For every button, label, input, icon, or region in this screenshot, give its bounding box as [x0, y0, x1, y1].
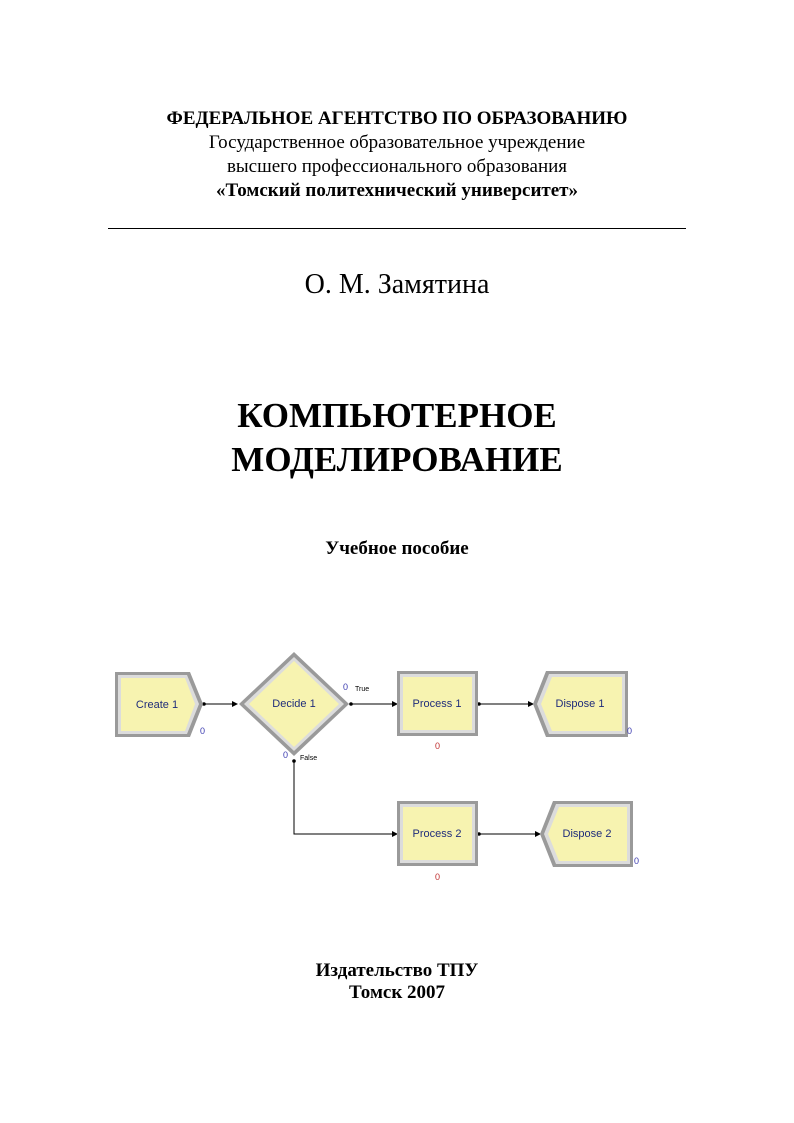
decide-module[interactable] — [239, 652, 349, 756]
book-title-line1: КОМПЬЮТЕРНОЕ — [237, 396, 557, 435]
dispose2-counter: 0 — [634, 856, 640, 866]
process2-module[interactable] — [397, 801, 478, 866]
process1-label: Process 1 — [412, 698, 462, 710]
dispose2-module[interactable] — [540, 801, 633, 867]
connectors — [202, 702, 540, 836]
create-counter: 0 — [200, 726, 206, 736]
process2-counter: 0 — [435, 872, 441, 882]
true-branch-label: True — [355, 686, 370, 693]
city-year: Томск 2007 — [348, 982, 446, 1003]
dispose1-module[interactable] — [533, 671, 628, 737]
university-name: «Томский политехнический университет» — [215, 180, 579, 201]
education-level: высшего профессионального образования — [226, 156, 568, 177]
process1-module[interactable] — [397, 671, 478, 736]
decide-label: Decide 1 — [272, 698, 316, 710]
dispose1-label: Dispose 1 — [555, 698, 605, 710]
decide-false-counter: 0 — [283, 750, 289, 760]
publisher: Издательство ТПУ — [315, 960, 479, 981]
process2-label: Process 2 — [412, 828, 462, 840]
agency-name: ФЕДЕРАЛЬНОЕ АГЕНТСТВО ПО ОБРАЗОВАНИЮ — [166, 108, 628, 129]
false-branch-label: False — [300, 755, 318, 762]
decide-true-counter: 0 — [343, 682, 349, 692]
connector-decide-process2 — [294, 760, 397, 834]
process1-counter: 0 — [435, 741, 441, 751]
create-module[interactable] — [115, 672, 206, 737]
dispose2-label: Dispose 2 — [562, 828, 612, 840]
author-name: О. М. Замятина — [304, 269, 490, 300]
dispose1-counter: 0 — [627, 726, 633, 736]
book-subtitle: Учебное пособие — [325, 538, 469, 559]
book-title-line2: МОДЕЛИРОВАНИЕ — [231, 440, 563, 479]
institution-type: Государственное образовательное учреждение — [208, 132, 586, 153]
create-label: Create 1 — [135, 699, 179, 711]
